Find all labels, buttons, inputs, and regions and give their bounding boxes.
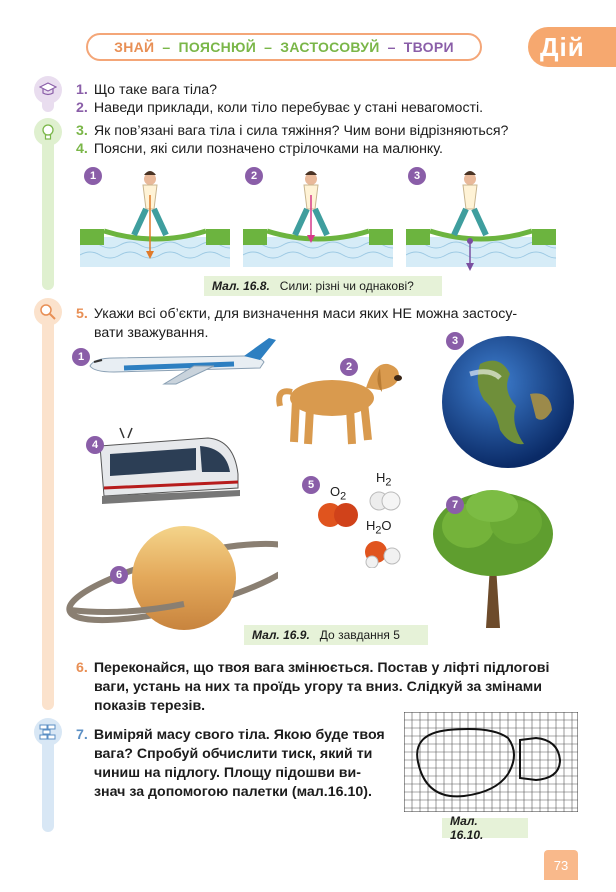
- question-text: Наведи приклади, коли тіло перебуває у стані невагомості.: [93, 100, 484, 116]
- palette-grid-image: [404, 712, 578, 812]
- figure-badge: 6: [110, 566, 128, 584]
- figure-badge: 3: [408, 167, 426, 185]
- molecule-o2: [316, 500, 360, 530]
- earth-image: [440, 334, 576, 470]
- question-text-line-3: показів терезів.: [94, 698, 206, 714]
- question-text-line-2: ваги, устань на них та проїдь угору та вниз. Слідкуй за змінами: [94, 679, 542, 695]
- question-number: 5.: [76, 306, 88, 322]
- question-text: Поясни, які сили позначено стрілочками на малюнку.: [93, 141, 443, 157]
- question-7-cont: [94, 745, 372, 764]
- lightbulb-icon: [34, 118, 62, 146]
- question-6: [76, 659, 549, 678]
- h2-symbol: H: [376, 470, 386, 485]
- figure-badge: 1: [84, 167, 102, 185]
- header-word-explain: ПОЯСНЮЙ: [178, 39, 257, 55]
- h2o-symbol-o: O: [381, 518, 392, 533]
- question-2: [76, 99, 483, 118]
- section-tab-label: Дій: [540, 31, 585, 62]
- caption-ref: Мал. 16.9.: [252, 628, 310, 642]
- caption-ref: Мал. 16.10.: [450, 814, 484, 842]
- question-number: 2.: [76, 100, 88, 116]
- question-3: [76, 122, 508, 141]
- figure-badge: 4: [86, 436, 104, 454]
- question-text-line-2: вати зважування.: [94, 325, 209, 341]
- question-number: 4.: [76, 141, 88, 157]
- section-tab: [528, 27, 616, 67]
- question-text: Що таке вага тіла?: [93, 82, 218, 98]
- figure-badge: 1: [72, 348, 90, 366]
- question-text-line-1: Переконайся, що твоя вага змінюється. Постав у ліфті підлогові: [93, 660, 550, 676]
- caption-ref: Мал. 16.8.: [212, 279, 270, 293]
- caption-text: До завдання 5: [319, 628, 400, 642]
- figure-badge: 2: [245, 167, 263, 185]
- saturn-image: [64, 526, 278, 636]
- question-6-cont: [94, 678, 542, 697]
- question-1: [76, 81, 217, 100]
- question-text-line-2: вага? Спробуй обчислити тиск, який ти: [94, 746, 373, 762]
- caption-text: Сили: різні чи однакові?: [279, 279, 414, 293]
- header-word-know: ЗНАЙ: [114, 39, 155, 55]
- figure-caption-16-9: [244, 625, 428, 645]
- header-dash: –: [162, 39, 171, 55]
- question-7-cont: [94, 764, 361, 783]
- header-word-create: ТВОРИ: [403, 39, 454, 55]
- header-banner: [86, 33, 482, 61]
- graduation-cap-icon: [34, 76, 62, 104]
- question-number: 7.: [76, 727, 88, 743]
- question-text-line-4: знач за допомогою палетки (мал.16.10).: [94, 784, 372, 800]
- page-number: 73: [544, 850, 578, 880]
- walker-figure-3: [406, 165, 556, 275]
- header-dash: –: [264, 39, 273, 55]
- figure-badge: 7: [446, 496, 464, 514]
- question-6-cont: [94, 697, 205, 716]
- walker-figure-1: [80, 165, 230, 275]
- question-number: 1.: [76, 82, 88, 98]
- figure-caption-16-8: [204, 276, 442, 296]
- h2-subscript: 2: [385, 476, 392, 489]
- rail-apply: [42, 300, 54, 710]
- tram-image: [96, 424, 246, 514]
- molecule-h2: [368, 490, 402, 512]
- h2o-symbol-h: H: [366, 518, 376, 533]
- molecule-h2o: [362, 538, 404, 568]
- question-7-cont: [94, 783, 372, 802]
- question-text-line-3: чиниш на підлогу. Площу підошви ви-: [94, 765, 361, 781]
- bricks-icon: [34, 718, 62, 746]
- figure-badge: 2: [340, 358, 358, 376]
- figure-badge: 3: [446, 332, 464, 350]
- question-5: [76, 305, 517, 324]
- magnifier-icon: [34, 298, 62, 326]
- header-word-apply: ЗАСТОСОВУЙ: [280, 39, 380, 55]
- o2-symbol: O: [330, 484, 341, 499]
- airplane-image: [84, 332, 284, 392]
- o2-subscript: 2: [340, 490, 347, 503]
- walker-figure-2: [243, 165, 393, 275]
- question-4: [76, 140, 443, 159]
- question-number: 6.: [76, 660, 88, 676]
- h2-label: [376, 470, 391, 489]
- h2o-subscript: 2: [375, 524, 382, 537]
- h2o-label: [366, 518, 392, 537]
- figure-caption-16-10: [442, 814, 528, 842]
- question-text-line-1: Укажи всі об’єкти, для визначення маси яких НЕ можна застосу-: [93, 306, 518, 322]
- figure-badge: 5: [302, 476, 320, 494]
- question-number: 3.: [76, 123, 88, 139]
- question-text: Як пов’язані вага тіла і сила тяжіння? Чим вони відрізняються?: [93, 123, 509, 139]
- question-text-line-1: Виміряй масу свого тіла. Якою буде твоя: [93, 727, 385, 743]
- header-dash: –: [387, 39, 396, 55]
- question-7: [76, 726, 385, 745]
